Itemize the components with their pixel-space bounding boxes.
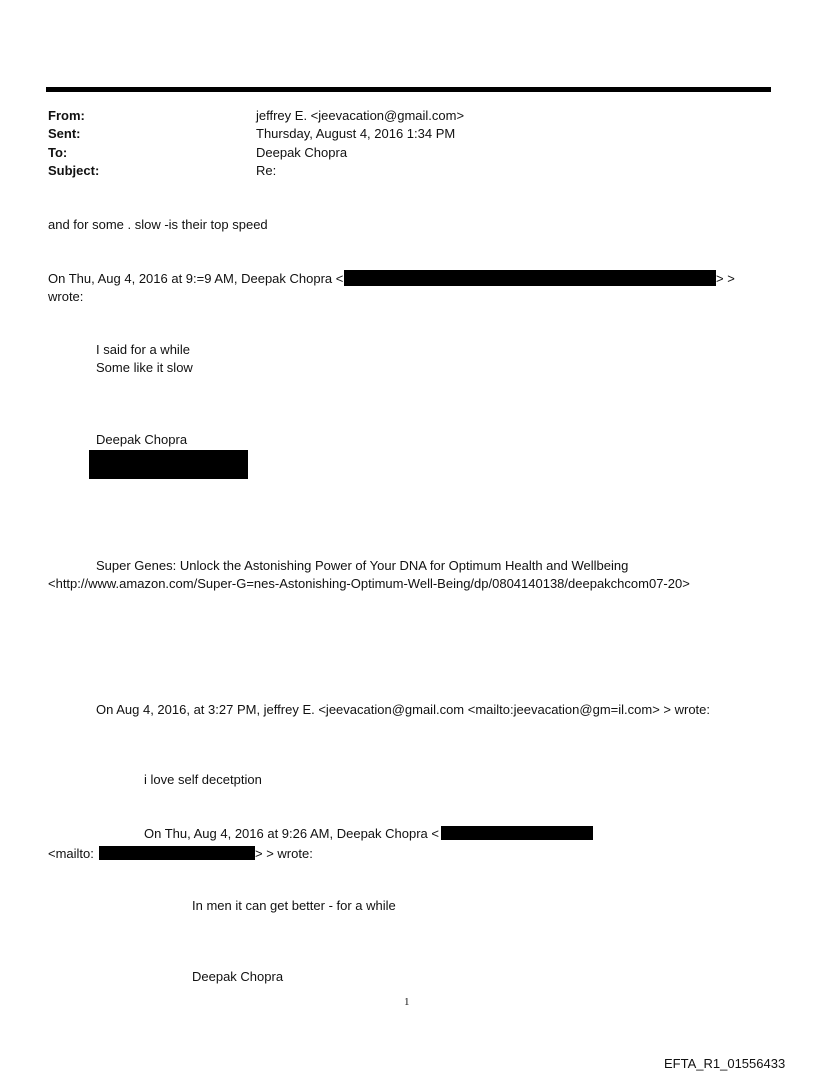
redaction-email-1 bbox=[344, 270, 716, 286]
quote1-line2: Some like it slow bbox=[96, 360, 193, 375]
quote1-line1: I said for a while bbox=[96, 342, 190, 357]
book-title: Super Genes: Unlock the Astonishing Power of Your DNA for Optimum Health and Wellbeing bbox=[96, 558, 629, 573]
quote3-intro-start: On Thu, Aug 4, 2016 at 9:26 AM, Deepak Chopra < bbox=[144, 826, 439, 841]
quote3-line1: In men it can get better - for a while bbox=[192, 898, 396, 913]
redaction-email-2 bbox=[441, 826, 593, 840]
quote2-line1: i love self decetption bbox=[144, 772, 262, 787]
quote3-wrote: > > wrote: bbox=[255, 846, 313, 861]
subject-value: Re: bbox=[256, 163, 277, 178]
to-value: Deepak Chopra bbox=[256, 145, 348, 160]
quote1-wrote: wrote: bbox=[48, 289, 84, 304]
redaction-email-3 bbox=[99, 846, 255, 860]
reply-text: and for some . slow -is their top speed bbox=[48, 217, 268, 232]
from-label: From: bbox=[48, 108, 85, 123]
redaction-signature-block bbox=[89, 450, 248, 479]
sent-label: Sent: bbox=[48, 126, 81, 141]
document-id: EFTA_R1_01556433 bbox=[664, 1056, 786, 1071]
signature-1: Deepak Chopra bbox=[96, 432, 188, 447]
sent-value: Thursday, August 4, 2016 1:34 PM bbox=[256, 126, 456, 141]
quote3-mailto: <mailto: bbox=[48, 846, 94, 861]
to-label: To: bbox=[48, 145, 68, 160]
from-value: jeffrey E. <jeevacation@gmail.com> bbox=[256, 108, 465, 123]
quote1-intro-end: > > bbox=[716, 271, 735, 286]
quote1-intro-start: On Thu, Aug 4, 2016 at 9:=9 AM, Deepak Chopra < bbox=[48, 271, 344, 286]
signature-2: Deepak Chopra bbox=[192, 969, 284, 984]
page-number: 1 bbox=[404, 996, 410, 1008]
quote2-intro: On Aug 4, 2016, at 3:27 PM, jeffrey E. <jeevacation@gmail.com <mailto:jeevacation@gm=il.com> > wrote: bbox=[96, 702, 710, 717]
subject-label: Subject: bbox=[48, 163, 100, 178]
book-link[interactable]: <http://www.amazon.com/Super-G=nes-Astonishing-Optimum-Well-Being/dp/0804140138/deepakchcom07-20> bbox=[48, 576, 690, 591]
header-rule bbox=[46, 87, 771, 92]
